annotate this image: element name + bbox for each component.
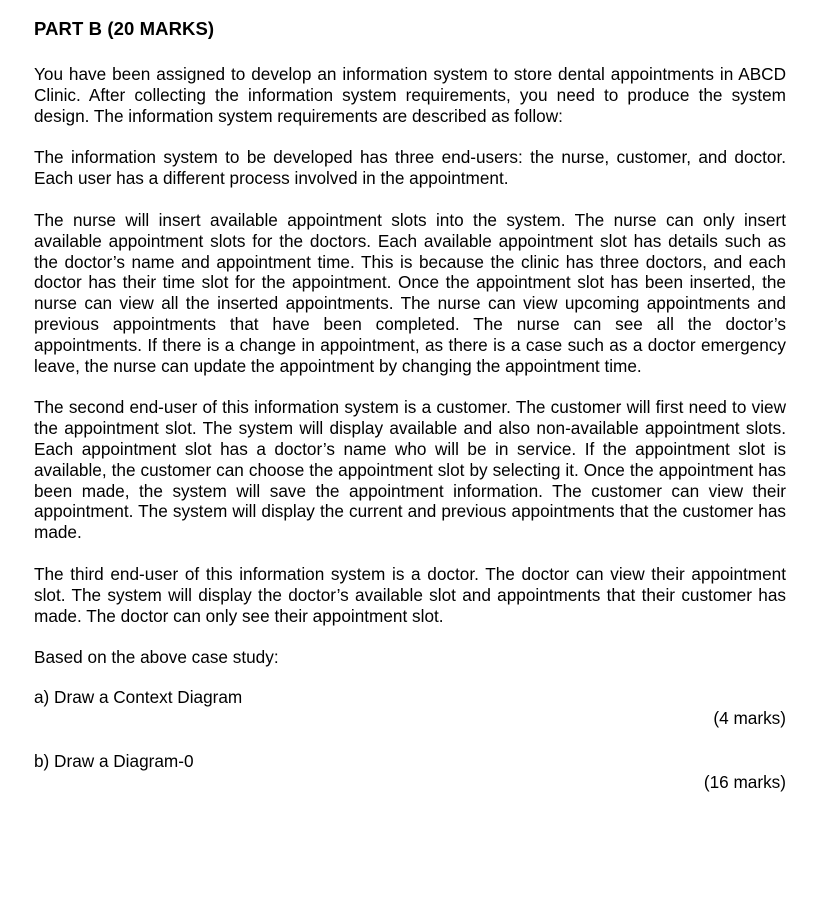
customer-paragraph: The second end-user of this information system is a customer. The customer will first need to view the appointment slot. The system will display available and also non-available appointment slots. Each appointment slot has a doctor’s name who will be in service. If the appointment slot is available, the customer can choose the appointment slot by selecting it. Once the appointment has been made, the system will save the appointment information. The customer can view their appointment. The system will display the current and previous appointments that the customer has made. bbox=[34, 397, 786, 543]
doctor-paragraph: The third end-user of this information system is a doctor. The doctor can view their appointment slot. The system will display the doctor’s available slot and appointments that their customer has made. The doctor can only see their appointment slot. bbox=[34, 563, 786, 626]
case-study-prompt: Based on the above case study: bbox=[34, 647, 279, 668]
nurse-paragraph: The nurse will insert available appointment slots into the system. The nurse can only insert available appointment slots for the doctors. Each available appointment slot has details such as the doctor’s name and appointment time. This is because the clinic has three doctors, and each doctor has their time slot for the appointment. Once the appointment slot has been inserted, the nurse can view all the inserted appointments. The nurse can view upcoming appointments and previous appointments that have been completed. The nurse can see all the doctor’s appointments. If there is a change in appointment, as there is a case such as a doctor emergency leave, the nurse can update the appointment by changing the appointment time. bbox=[34, 209, 786, 376]
question-b-marks: (16 marks) bbox=[703, 771, 786, 792]
document-page bbox=[34, 18, 786, 792]
end-users-paragraph: The information system to be developed has three end-users: the nurse, customer, and doctor. Each user has a different process involved in the appointment. bbox=[34, 147, 786, 189]
section-title: PART B (20 MARKS) bbox=[34, 18, 215, 39]
question-b bbox=[34, 751, 786, 793]
question-a-label: a) Draw a Context Diagram bbox=[34, 687, 243, 708]
question-a-marks: (4 marks) bbox=[713, 707, 786, 728]
question-b-label: b) Draw a Diagram-0 bbox=[34, 750, 194, 771]
question-a bbox=[34, 687, 786, 729]
intro-paragraph: You have been assigned to develop an information system to store dental appointments in ABCD Clinic. After collecting the information system requirements, you need to produce the system design. The information system requirements are described as follow: bbox=[34, 64, 786, 126]
